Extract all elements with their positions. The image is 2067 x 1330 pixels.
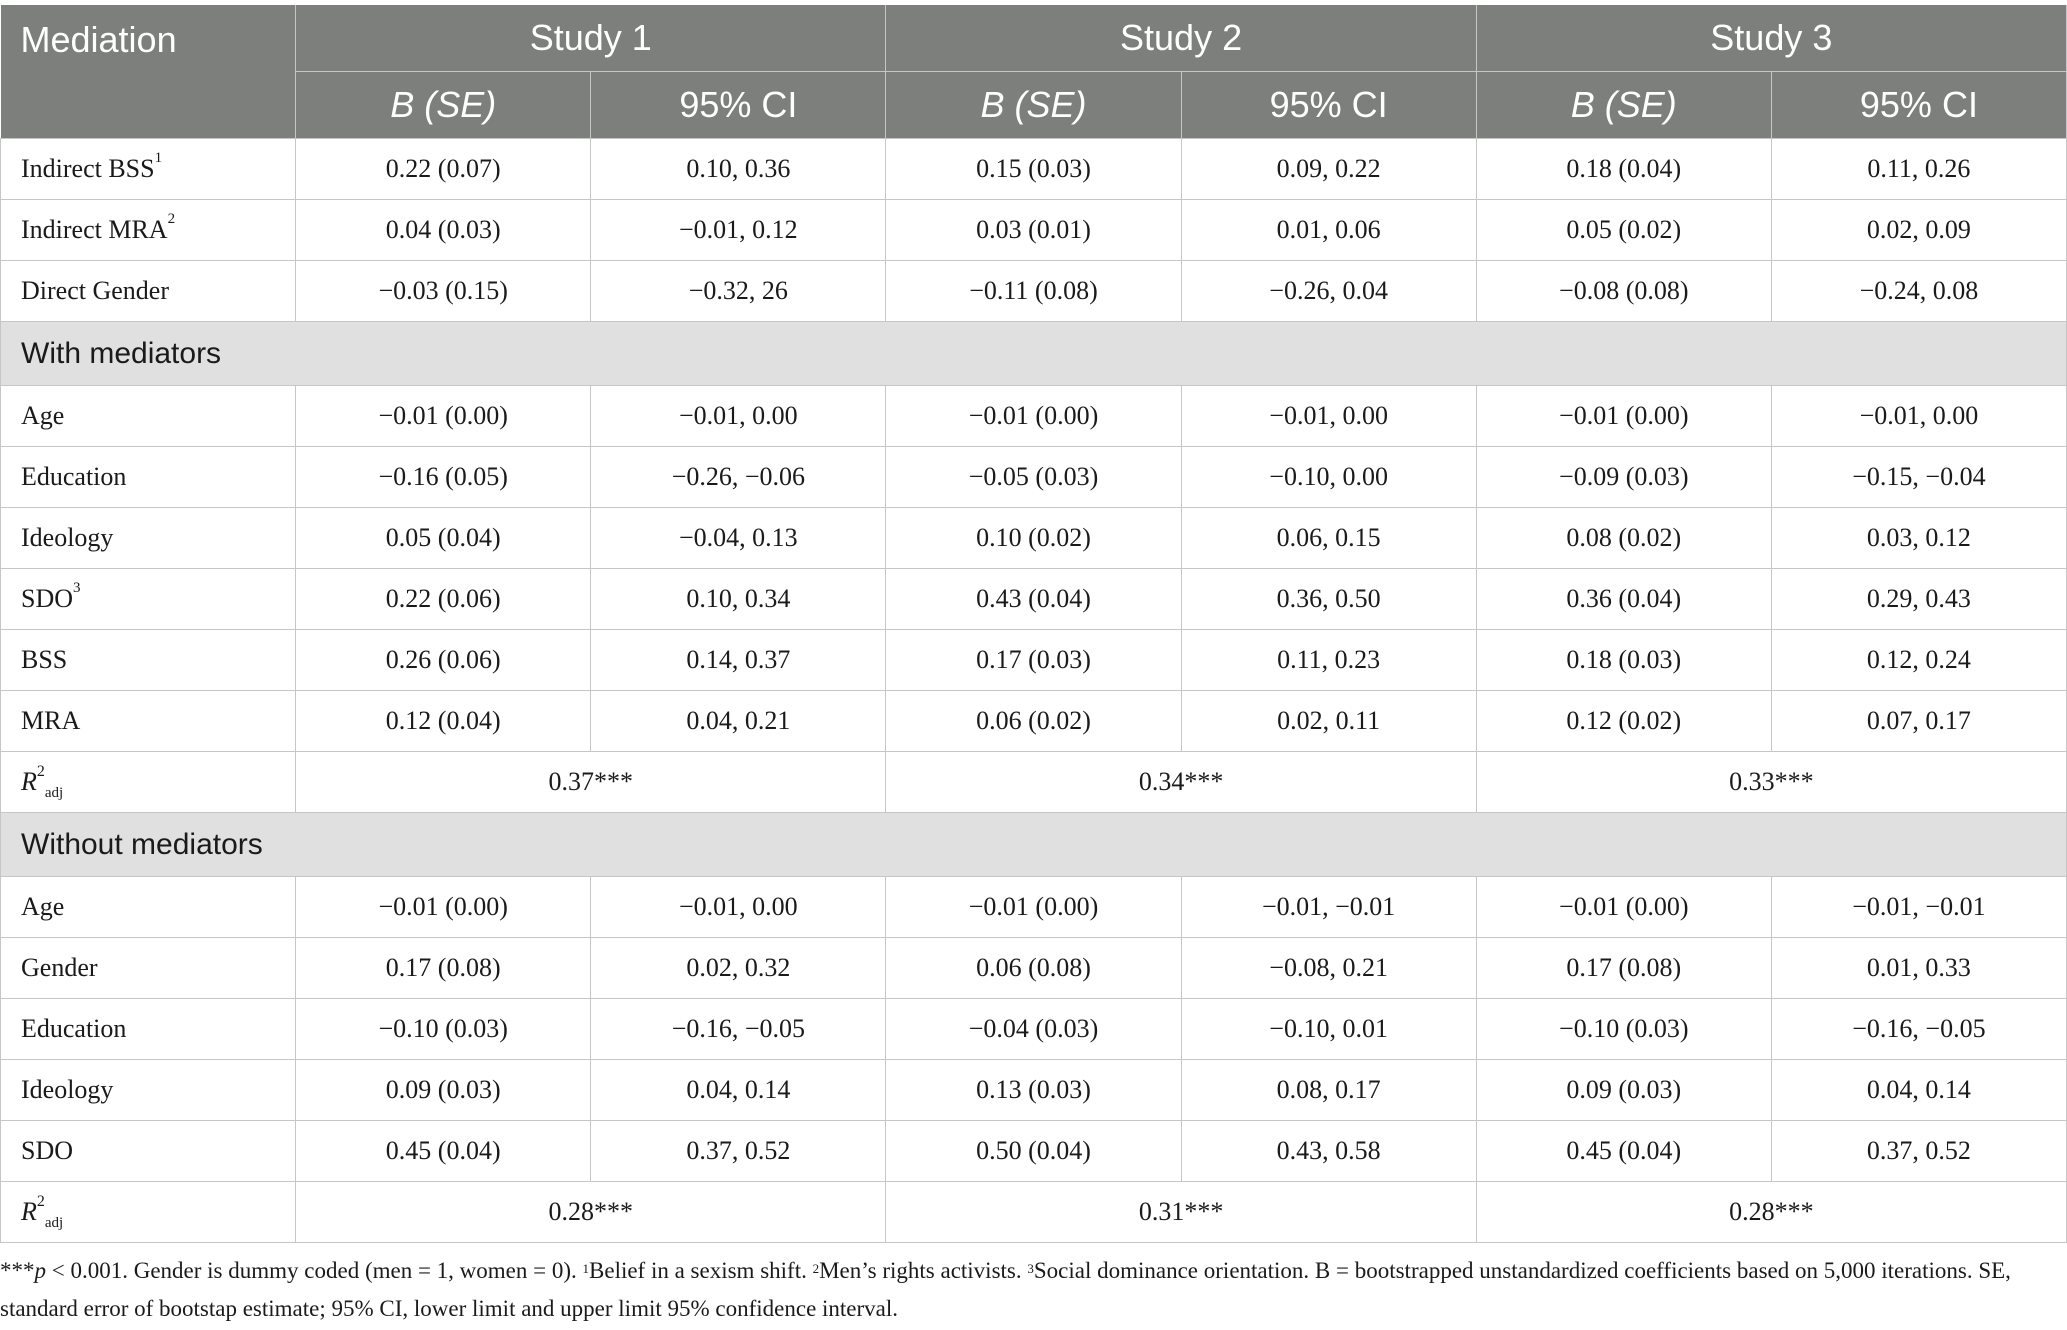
section-title: With mediators bbox=[1, 322, 2067, 386]
r-squared-exponent: 2 bbox=[36, 763, 45, 780]
ci-cell: 0.08, 0.17 bbox=[1181, 1060, 1476, 1121]
r-squared-label bbox=[1, 1182, 296, 1243]
row-label-text: MRA bbox=[21, 706, 81, 735]
row-label bbox=[1, 261, 296, 322]
section-title: Without mediators bbox=[1, 813, 2067, 877]
row-label bbox=[1, 877, 296, 938]
b-se-cell: 0.22 (0.07) bbox=[296, 139, 591, 200]
row-label bbox=[1, 1121, 296, 1182]
b-se-cell: 0.05 (0.04) bbox=[296, 508, 591, 569]
row-label bbox=[1, 691, 296, 752]
ci-cell: 0.04, 0.14 bbox=[591, 1060, 886, 1121]
b-se-cell: 0.09 (0.03) bbox=[296, 1060, 591, 1121]
ci-cell: −0.10, 0.00 bbox=[1181, 447, 1476, 508]
r-squared-subscript: adj bbox=[44, 785, 64, 801]
row-label-text: Education bbox=[21, 1014, 127, 1043]
study-2-header: Study 2 bbox=[886, 5, 1476, 72]
footnote-2: Men’s rights activists. bbox=[819, 1258, 1028, 1283]
ci-cell: 0.01, 0.06 bbox=[1181, 200, 1476, 261]
ci-cell: 0.37, 0.52 bbox=[591, 1121, 886, 1182]
table-row bbox=[1, 386, 2067, 447]
ci-cell: 0.09, 0.22 bbox=[1181, 139, 1476, 200]
r-squared-row bbox=[1, 752, 2067, 813]
mediation-header: Mediation bbox=[1, 5, 296, 139]
row-label-text: BSS bbox=[21, 645, 68, 674]
b-se-cell: −0.16 (0.05) bbox=[296, 447, 591, 508]
r-squared-exponent: 2 bbox=[36, 1193, 45, 1210]
footnote-mark-2: 2 bbox=[812, 1261, 820, 1276]
b-se-cell: 0.06 (0.08) bbox=[886, 938, 1181, 999]
b-se-cell: 0.09 (0.03) bbox=[1476, 1060, 1771, 1121]
ci-cell: 0.10, 0.36 bbox=[591, 139, 886, 200]
ci-cell: 0.06, 0.15 bbox=[1181, 508, 1476, 569]
footnote-p: p bbox=[34, 1258, 46, 1283]
table-row bbox=[1, 999, 2067, 1060]
b-se-cell: 0.04 (0.03) bbox=[296, 200, 591, 261]
b-se-cell: −0.01 (0.00) bbox=[1476, 386, 1771, 447]
r-squared-value: 0.34*** bbox=[886, 752, 1476, 813]
table-row bbox=[1, 447, 2067, 508]
b-se-cell: 0.45 (0.04) bbox=[296, 1121, 591, 1182]
ci-cell: 0.04, 0.21 bbox=[591, 691, 886, 752]
header-row-studies bbox=[1, 5, 2067, 72]
row-label-text: Direct Gender bbox=[21, 276, 169, 305]
footnote-marker: 1 bbox=[154, 150, 163, 166]
section-header-row bbox=[1, 322, 2067, 386]
b-se-cell: 0.17 (0.03) bbox=[886, 630, 1181, 691]
ci-header: 95% CI bbox=[1181, 72, 1476, 139]
ci-cell: −0.16, −0.05 bbox=[1771, 999, 2066, 1060]
b-se-cell: 0.10 (0.02) bbox=[886, 508, 1181, 569]
ci-cell: −0.32, 26 bbox=[591, 261, 886, 322]
b-se-header: B (SE) bbox=[296, 72, 591, 139]
table-body bbox=[1, 139, 2067, 1243]
ci-cell: 0.37, 0.52 bbox=[1771, 1121, 2066, 1182]
r-squared-value: 0.28*** bbox=[296, 1182, 886, 1243]
b-se-cell: 0.15 (0.03) bbox=[886, 139, 1181, 200]
ci-cell: 0.02, 0.09 bbox=[1771, 200, 2066, 261]
footnote-marker: 3 bbox=[73, 580, 81, 596]
r-squared-value: 0.31*** bbox=[886, 1182, 1476, 1243]
ci-cell: −0.01, −0.01 bbox=[1181, 877, 1476, 938]
b-se-cell: −0.10 (0.03) bbox=[1476, 999, 1771, 1060]
ci-cell: 0.11, 0.23 bbox=[1181, 630, 1476, 691]
row-label bbox=[1, 999, 296, 1060]
ci-header: 95% CI bbox=[591, 72, 886, 139]
row-label bbox=[1, 139, 296, 200]
row-label-text: Ideology bbox=[21, 523, 114, 552]
study-1-header: Study 1 bbox=[296, 5, 886, 72]
b-se-cell: −0.11 (0.08) bbox=[886, 261, 1181, 322]
ci-cell: 0.01, 0.33 bbox=[1771, 938, 2066, 999]
b-se-cell: 0.13 (0.03) bbox=[886, 1060, 1181, 1121]
table-row bbox=[1, 139, 2067, 200]
table-row bbox=[1, 569, 2067, 630]
b-se-cell: 0.18 (0.03) bbox=[1476, 630, 1771, 691]
b-se-cell: −0.03 (0.15) bbox=[296, 261, 591, 322]
footnote-marker: 2 bbox=[167, 211, 176, 227]
r-squared-row bbox=[1, 1182, 2067, 1243]
b-se-cell: −0.01 (0.00) bbox=[886, 386, 1181, 447]
ci-cell: 0.04, 0.14 bbox=[1771, 1060, 2066, 1121]
b-se-cell: 0.03 (0.01) bbox=[886, 200, 1181, 261]
mediation-table bbox=[0, 5, 2067, 1243]
ci-cell: 0.29, 0.43 bbox=[1771, 569, 2066, 630]
footnote-p-text: < 0.001. Gender is dummy coded (men = 1, women = 0). bbox=[46, 1258, 583, 1283]
b-se-cell: 0.50 (0.04) bbox=[886, 1121, 1181, 1182]
ci-cell: 0.10, 0.34 bbox=[591, 569, 886, 630]
table-row bbox=[1, 630, 2067, 691]
table-footnote bbox=[0, 1252, 2060, 1328]
ci-cell: −0.15, −0.04 bbox=[1771, 447, 2066, 508]
footnote-3: Social dominance orientation. B = bootstrapped unstandardized coefficients based on 5,000 iterations. SE, standard error of bootstap estimate; 95% CI, lower limit and upper limit 95% confidence interval. bbox=[0, 1258, 2011, 1321]
b-se-cell: 0.17 (0.08) bbox=[1476, 938, 1771, 999]
b-se-cell: −0.10 (0.03) bbox=[296, 999, 591, 1060]
b-se-cell: 0.06 (0.02) bbox=[886, 691, 1181, 752]
r-squared-symbol: R bbox=[21, 1197, 37, 1226]
b-se-cell: −0.01 (0.00) bbox=[296, 877, 591, 938]
row-label bbox=[1, 569, 296, 630]
b-se-cell: −0.01 (0.00) bbox=[296, 386, 591, 447]
b-se-cell: 0.17 (0.08) bbox=[296, 938, 591, 999]
table-row bbox=[1, 1060, 2067, 1121]
row-label-text: Gender bbox=[21, 953, 98, 982]
row-label-text: Ideology bbox=[21, 1075, 114, 1104]
b-se-cell: 0.36 (0.04) bbox=[1476, 569, 1771, 630]
row-label bbox=[1, 1060, 296, 1121]
b-se-cell: 0.43 (0.04) bbox=[886, 569, 1181, 630]
ci-cell: −0.01, 0.00 bbox=[591, 386, 886, 447]
r-squared-value: 0.28*** bbox=[1476, 1182, 2066, 1243]
ci-cell: −0.01, −0.01 bbox=[1771, 877, 2066, 938]
ci-cell: 0.02, 0.11 bbox=[1181, 691, 1476, 752]
row-label bbox=[1, 386, 296, 447]
row-label-text: SDO bbox=[21, 584, 74, 613]
ci-cell: 0.12, 0.24 bbox=[1771, 630, 2066, 691]
ci-cell: 0.36, 0.50 bbox=[1181, 569, 1476, 630]
ci-cell: −0.24, 0.08 bbox=[1771, 261, 2066, 322]
row-label-text: Indirect BSS bbox=[21, 154, 155, 183]
r-squared-symbol: R bbox=[21, 767, 37, 796]
ci-cell: −0.01, 0.12 bbox=[591, 200, 886, 261]
r-squared-value: 0.37*** bbox=[296, 752, 886, 813]
row-label-text: Education bbox=[21, 462, 127, 491]
r-squared-subscript: adj bbox=[44, 1215, 64, 1231]
b-se-cell: −0.09 (0.03) bbox=[1476, 447, 1771, 508]
ci-cell: 0.43, 0.58 bbox=[1181, 1121, 1476, 1182]
b-se-cell: −0.08 (0.08) bbox=[1476, 261, 1771, 322]
table-row bbox=[1, 877, 2067, 938]
b-se-cell: 0.26 (0.06) bbox=[296, 630, 591, 691]
ci-cell: 0.07, 0.17 bbox=[1771, 691, 2066, 752]
b-se-header: B (SE) bbox=[886, 72, 1181, 139]
row-label-text: SDO bbox=[21, 1136, 74, 1165]
study-3-header: Study 3 bbox=[1476, 5, 2066, 72]
ci-header: 95% CI bbox=[1771, 72, 2066, 139]
section-header-row bbox=[1, 813, 2067, 877]
ci-cell: −0.26, 0.04 bbox=[1181, 261, 1476, 322]
results-table-container bbox=[0, 5, 2067, 1243]
ci-cell: −0.26, −0.06 bbox=[591, 447, 886, 508]
ci-cell: −0.01, 0.00 bbox=[1181, 386, 1476, 447]
ci-cell: 0.11, 0.26 bbox=[1771, 139, 2066, 200]
b-se-cell: 0.12 (0.04) bbox=[296, 691, 591, 752]
table-row bbox=[1, 1121, 2067, 1182]
footnote-1: Belief in a sexism shift. bbox=[589, 1258, 813, 1283]
footnote-stars: *** bbox=[0, 1258, 35, 1283]
ci-cell: 0.03, 0.12 bbox=[1771, 508, 2066, 569]
b-se-cell: 0.08 (0.02) bbox=[1476, 508, 1771, 569]
r-squared-value: 0.33*** bbox=[1476, 752, 2066, 813]
table-row bbox=[1, 508, 2067, 569]
ci-cell: −0.01, 0.00 bbox=[591, 877, 886, 938]
header-row-stats bbox=[1, 72, 2067, 139]
table-row bbox=[1, 691, 2067, 752]
r-squared-label bbox=[1, 752, 296, 813]
row-label bbox=[1, 630, 296, 691]
b-se-cell: 0.12 (0.02) bbox=[1476, 691, 1771, 752]
b-se-cell: −0.04 (0.03) bbox=[886, 999, 1181, 1060]
b-se-cell: −0.01 (0.00) bbox=[886, 877, 1181, 938]
row-label-text: Age bbox=[21, 401, 65, 430]
row-label bbox=[1, 508, 296, 569]
table-row bbox=[1, 261, 2067, 322]
b-se-cell: −0.01 (0.00) bbox=[1476, 877, 1771, 938]
b-se-cell: 0.45 (0.04) bbox=[1476, 1121, 1771, 1182]
row-label bbox=[1, 938, 296, 999]
ci-cell: −0.01, 0.00 bbox=[1771, 386, 2066, 447]
row-label bbox=[1, 200, 296, 261]
ci-cell: −0.10, 0.01 bbox=[1181, 999, 1476, 1060]
ci-cell: −0.04, 0.13 bbox=[591, 508, 886, 569]
row-label-text: Age bbox=[21, 892, 65, 921]
ci-cell: 0.02, 0.32 bbox=[591, 938, 886, 999]
row-label bbox=[1, 447, 296, 508]
footnote-mark-3: 3 bbox=[1027, 1261, 1034, 1276]
b-se-cell: 0.18 (0.04) bbox=[1476, 139, 1771, 200]
b-se-header: B (SE) bbox=[1476, 72, 1771, 139]
footnote-mark-1: 1 bbox=[582, 1261, 590, 1276]
ci-cell: 0.14, 0.37 bbox=[591, 630, 886, 691]
table-header bbox=[1, 5, 2067, 139]
table-row bbox=[1, 938, 2067, 999]
b-se-cell: 0.22 (0.06) bbox=[296, 569, 591, 630]
row-label-text: Indirect MRA bbox=[21, 215, 168, 244]
b-se-cell: 0.05 (0.02) bbox=[1476, 200, 1771, 261]
ci-cell: −0.16, −0.05 bbox=[591, 999, 886, 1060]
b-se-cell: −0.05 (0.03) bbox=[886, 447, 1181, 508]
table-row bbox=[1, 200, 2067, 261]
ci-cell: −0.08, 0.21 bbox=[1181, 938, 1476, 999]
